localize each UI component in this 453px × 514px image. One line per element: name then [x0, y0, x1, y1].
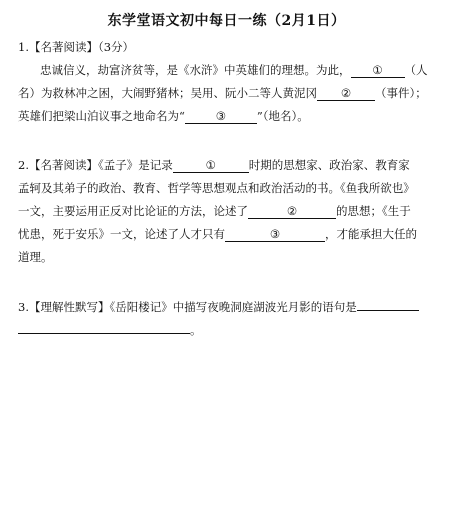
- answer-blank-1-1[interactable]: ①: [351, 63, 405, 78]
- question-1-text: （人: [404, 63, 428, 77]
- question-1-tag: 【名著阅读】: [28, 40, 98, 54]
- question-1-text: 英雄们把梁山泊议事之地命名为“: [18, 109, 185, 123]
- question-2-text: 忧患，死于安乐》一文，论述了人才只有: [18, 227, 225, 241]
- question-2-text: 孟轲及其弟子的政治、教育、哲学等思想观点和政治活动的书。《鱼我所欲也》: [18, 181, 415, 195]
- question-2-text: 道理。: [18, 250, 53, 264]
- question-1: [18, 36, 438, 128]
- question-3: [18, 296, 438, 342]
- question-1-number: 1.: [18, 40, 29, 54]
- page-title: 东学堂语文初中每日一练（2月1日）: [107, 13, 346, 29]
- question-2-text: 时期的思想家、政治家、教育家: [248, 158, 410, 172]
- question-2-tag: 【名著阅读】: [28, 158, 98, 172]
- question-1-text: （事件）；: [375, 86, 427, 100]
- question-3-text: 《岳阳楼记》中描写夜晚洞庭湖波光月影的语句是: [109, 300, 357, 314]
- question-3-text: 。: [190, 323, 202, 337]
- answer-blank-2-2[interactable]: ②: [248, 204, 336, 219]
- question-2-text: 一文，主要运用正反对比论证的方法，论述了: [18, 204, 248, 218]
- question-1-text: 名）为救林冲之困，大闹野猪林；吴用、阮小二等人黄泥冈: [18, 86, 317, 100]
- question-2-text: ，才能承担大任的: [325, 227, 417, 241]
- answer-blank-3-2[interactable]: [18, 319, 190, 334]
- question-1-score: （3分）: [97, 40, 135, 54]
- question-3-tag: 【理解性默写】: [28, 300, 110, 314]
- question-2: [18, 154, 438, 269]
- question-2-text: 《孟子》是记录: [97, 158, 173, 172]
- answer-blank-3-1[interactable]: [357, 296, 419, 311]
- question-1-text: 忠诚信义，劫富济贫等，是《水浒》中英雄们的理想。为此，: [40, 63, 351, 77]
- question-2-number: 2.: [18, 158, 29, 172]
- answer-blank-1-3[interactable]: ③: [185, 109, 257, 124]
- question-2-text: 的思想；《生于: [336, 204, 411, 218]
- answer-blank-1-2[interactable]: ②: [317, 86, 375, 101]
- answer-blank-2-3[interactable]: ③: [225, 227, 325, 242]
- question-3-number: 3.: [18, 300, 29, 314]
- question-1-text: ”（地名）。: [256, 109, 309, 123]
- answer-blank-2-1[interactable]: ①: [173, 158, 249, 173]
